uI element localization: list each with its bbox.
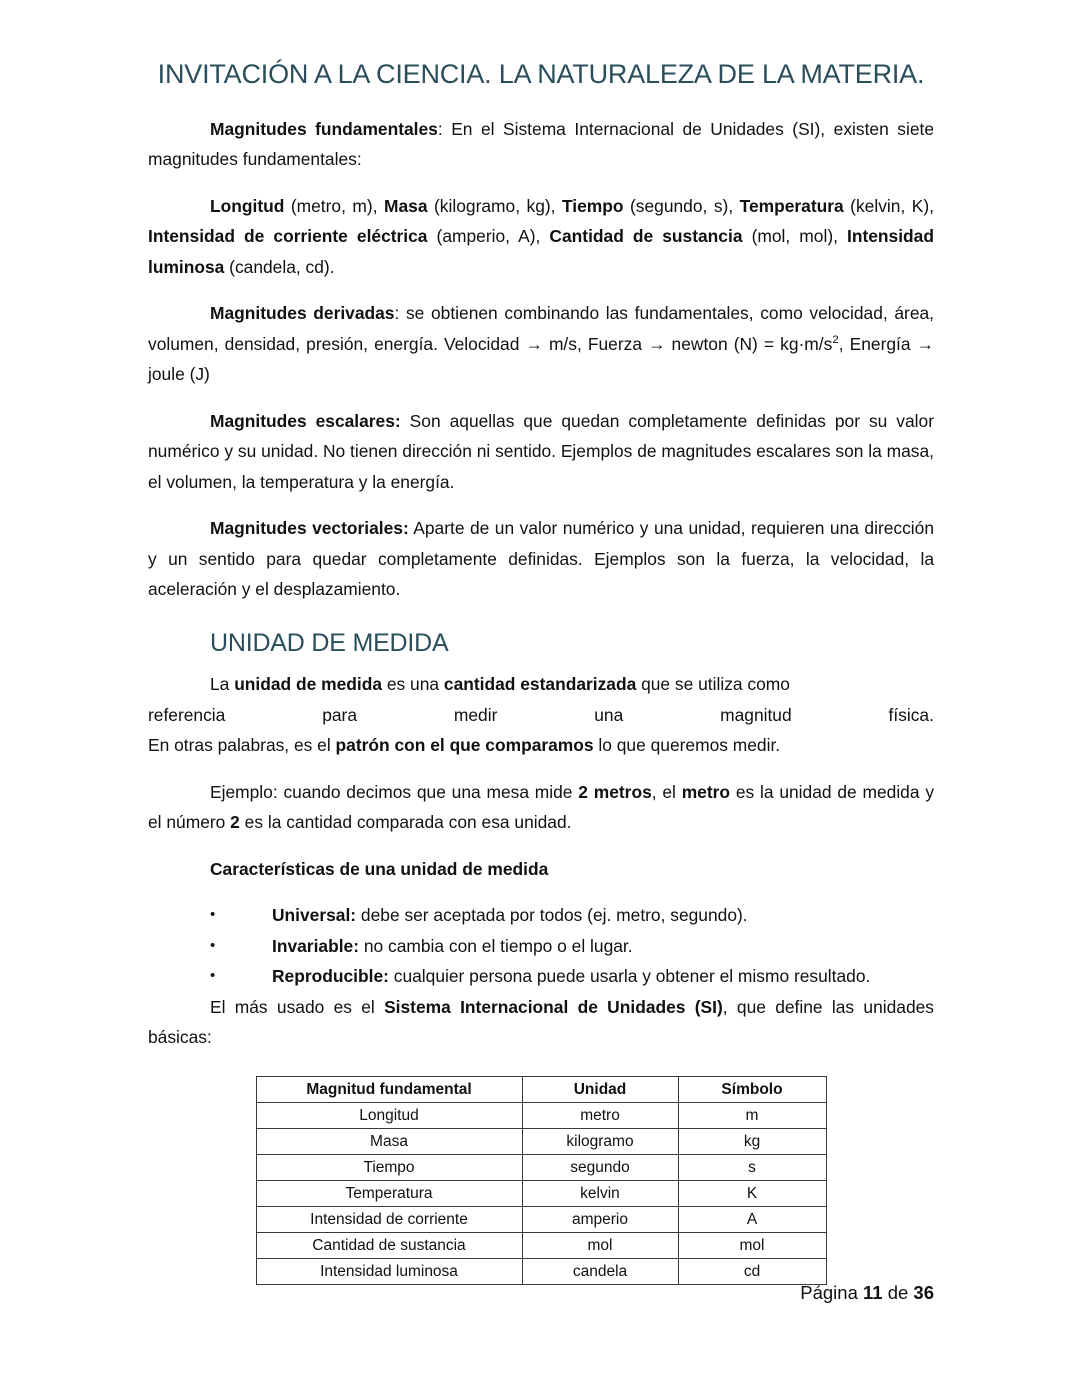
cell-simbolo: K (678, 1180, 826, 1206)
def-word-fisica: física. (888, 704, 934, 725)
magnitud-intensidad-luminosa: Intensidad luminosa (148, 226, 934, 277)
def-bold-patron: patrón con el que comparamos (335, 735, 594, 756)
cell-unidad: kelvin (522, 1180, 678, 1206)
table-row (256, 1102, 826, 1128)
table-row (256, 1128, 826, 1154)
def-word-magnitud: magnitud (720, 704, 792, 725)
table-row (256, 1206, 826, 1232)
section-heading-unidad-de-medida: UNIDAD DE MEDIDA (210, 628, 449, 657)
def-word-para: para (322, 704, 358, 725)
superscript-exponent: 2 (832, 333, 839, 346)
subheading-caracteristicas-label: Características de una unidad de medida (210, 858, 549, 879)
def-text-d: En otras palabras, es el (148, 735, 336, 756)
def-text-a: La (210, 674, 235, 695)
spacer (148, 390, 934, 406)
footer-total-pages: 36 (913, 1282, 934, 1303)
lead-magnitudes-fundamentales: Magnitudes fundamentales (210, 118, 438, 139)
def-word-medir: medir (453, 704, 498, 725)
cell-magnitud: Cantidad de sustancia (256, 1232, 522, 1258)
list-item-content (148, 931, 934, 962)
cell-unidad: metro (522, 1102, 678, 1128)
si-bold-sistema-internacional: Sistema Internacional de Unidades (SI) (384, 996, 723, 1017)
unidad-cantidad-sustancia: (mol, mol), (742, 226, 848, 247)
table-row (256, 1180, 826, 1206)
def-text-e: lo que queremos medir. (593, 735, 781, 756)
cell-magnitud: Masa (256, 1128, 522, 1154)
si-text-c: , que define las unidades básicas: (148, 996, 935, 1048)
unidad-intensidad-luminosa: (candela, cd). (224, 256, 335, 277)
magnitud-longitud: Longitud (210, 195, 285, 216)
def-word-una: una (594, 704, 624, 725)
spacer (148, 761, 934, 777)
spacer (148, 884, 934, 900)
list-item-content (148, 961, 934, 992)
paragraph-sistema-internacional (148, 992, 934, 1053)
footer-current-page: 11 (863, 1282, 883, 1303)
text-magnitudes-escalares: Son aquellas que quedan completamente definidas por su valor numérico y su unidad. No tienen dirección ni sentido. Ejemplos de magnitudes escalares son la masa, el volumen, la temperatura y la energía. (148, 410, 935, 492)
bullet-icon: • (210, 906, 216, 924)
paragraph-magnitudes-fundamentales (148, 114, 934, 175)
list-item-content (148, 900, 934, 931)
magnitud-tiempo: Tiempo (561, 195, 624, 216)
cell-magnitud: Longitud (256, 1102, 522, 1128)
paragraph-definicion-unidad-line3 (148, 730, 934, 761)
magnitud-intensidad-corriente: Intensidad de corriente eléctrica (148, 226, 428, 247)
cell-magnitud: Intensidad de corriente (256, 1206, 522, 1232)
text-magnitudes-vectoriales: Aparte de un valor numérico y una unidad, requieren una dirección y un sentido para quedar completamente definidas. Ejemplos son la fuerza, la velocidad, la aceleración y el desplazamiento. (148, 518, 934, 600)
ejemplo-text-a: Ejemplo: cuando decimos que una mesa mide (210, 781, 579, 802)
lead-magnitudes-vectoriales: Magnitudes vectoriales: (210, 518, 409, 539)
lead-magnitudes-escalares: Magnitudes escalares: (210, 410, 401, 431)
list-item (148, 900, 934, 931)
def-text-b: es una (382, 674, 444, 695)
cell-unidad: kilogramo (522, 1128, 678, 1154)
spacer (148, 497, 934, 513)
table-row (256, 1232, 826, 1258)
unidad-temperatura: (kelvin, K), (843, 195, 934, 216)
unidad-intensidad-corriente: (amperio, A), (427, 226, 550, 247)
unit-table-container (148, 1076, 934, 1285)
column-header-unidad: Unidad (522, 1076, 678, 1102)
spacer (148, 175, 934, 191)
unidad-longitud: (metro, m), (284, 195, 385, 216)
text-magnitudes-derivadas-part1: : se obtienen combinando las fundamentales, como velocidad, área, volumen, densidad, presión, energía. Velocidad → m/s, Fuerza → newton (N) = kg·m/s (148, 303, 934, 354)
unidad-tiempo: (segundo, s), (623, 195, 740, 216)
page-title: INVITACIÓN A LA CIENCIA. LA NATURALEZA DE LA MATERIA. (157, 59, 925, 89)
bullet-text-universal: debe ser aceptada por todos (ej. metro, segundo). (356, 905, 748, 926)
cell-magnitud: Temperatura (256, 1180, 522, 1206)
table-header-row (256, 1076, 826, 1102)
cell-magnitud: Intensidad luminosa (256, 1258, 522, 1284)
def-bold-unidad-de-medida: unidad de medida (234, 674, 383, 695)
ejemplo-bold-2-metros: 2 metros (578, 781, 652, 802)
spacer (148, 605, 934, 627)
ejemplo-bold-metro: metro (681, 781, 731, 802)
ejemplo-text-c: es la unidad de medida y el número (148, 781, 935, 833)
bullet-icon: • (210, 967, 216, 985)
column-header-simbolo: Símbolo (678, 1076, 826, 1102)
table-row (256, 1258, 826, 1284)
bullet-lead-reproducible: Reproducible: (272, 966, 389, 987)
bullet-text-invariable: no cambia con el tiempo o el lugar. (359, 935, 633, 956)
bullet-lead-invariable: Invariable: (272, 935, 359, 956)
cell-simbolo: s (678, 1154, 826, 1180)
paragraph-lista-fundamentales (148, 191, 934, 283)
page-content (148, 0, 934, 1285)
magnitud-temperatura: Temperatura (739, 195, 844, 216)
magnitud-masa: Masa (384, 195, 428, 216)
page-footer (800, 1282, 934, 1304)
cell-unidad: mol (522, 1232, 678, 1258)
stretched-justified-line (148, 700, 934, 731)
footer-of: de (887, 1282, 909, 1303)
paragraph-magnitudes-escalares (148, 406, 934, 498)
cell-unidad: candela (522, 1258, 678, 1284)
unidad-masa: (kilogramo, kg), (427, 195, 562, 216)
cell-unidad: amperio (522, 1206, 678, 1232)
def-text-c: que se utiliza como (636, 674, 790, 695)
lead-magnitudes-derivadas: Magnitudes derivadas (210, 303, 395, 324)
cell-magnitud: Tiempo (256, 1154, 522, 1180)
paragraph-magnitudes-derivadas (148, 298, 934, 390)
magnitud-cantidad-sustancia: Cantidad de sustancia (549, 226, 743, 247)
spacer (148, 92, 934, 114)
footer-label: Página (800, 1282, 858, 1303)
cell-simbolo: kg (678, 1128, 826, 1154)
column-header-magnitud: Magnitud fundamental (256, 1076, 522, 1102)
cell-simbolo: A (678, 1206, 826, 1232)
cell-simbolo: m (678, 1102, 826, 1128)
list-item (148, 961, 934, 992)
cell-simbolo: mol (678, 1232, 826, 1258)
cell-simbolo: cd (678, 1258, 826, 1284)
ejemplo-text-d: es la cantidad comparada con esa unidad. (239, 812, 572, 833)
def-word-referencia: referencia (148, 704, 226, 725)
spacer (148, 659, 934, 669)
paragraph-magnitudes-vectoriales (148, 513, 934, 605)
ejemplo-text-b: , el (651, 781, 682, 802)
text-magnitudes-derivadas-part2: , Energía → joule (J) (148, 333, 935, 385)
si-text-a: El más usado es el (210, 996, 385, 1017)
list-item (148, 931, 934, 962)
spacer (148, 838, 934, 854)
subheading-caracteristicas (148, 854, 934, 885)
paragraph-definicion-unidad-line1 (148, 669, 934, 700)
table-row (256, 1154, 826, 1180)
bullet-text-reproducible: cualquier persona puede usarla y obtener el mismo resultado. (388, 966, 871, 987)
bullet-lead-universal: Universal: (272, 905, 357, 926)
paragraph-ejemplo (148, 777, 934, 838)
cell-unidad: segundo (522, 1154, 678, 1180)
def-bold-cantidad-estandarizada: cantidad estandarizada (443, 674, 637, 695)
text-magnitudes-fundamentales: : En el Sistema Internacional de Unidades (SI), existen siete magnitudes fundamentales: (148, 118, 934, 170)
spacer (148, 282, 934, 298)
bullet-icon: • (210, 936, 216, 954)
ejemplo-bold-2: 2 (230, 812, 240, 833)
paragraph-definicion-unidad-line2 (148, 700, 934, 731)
unidades-basicas-table (256, 1076, 827, 1285)
